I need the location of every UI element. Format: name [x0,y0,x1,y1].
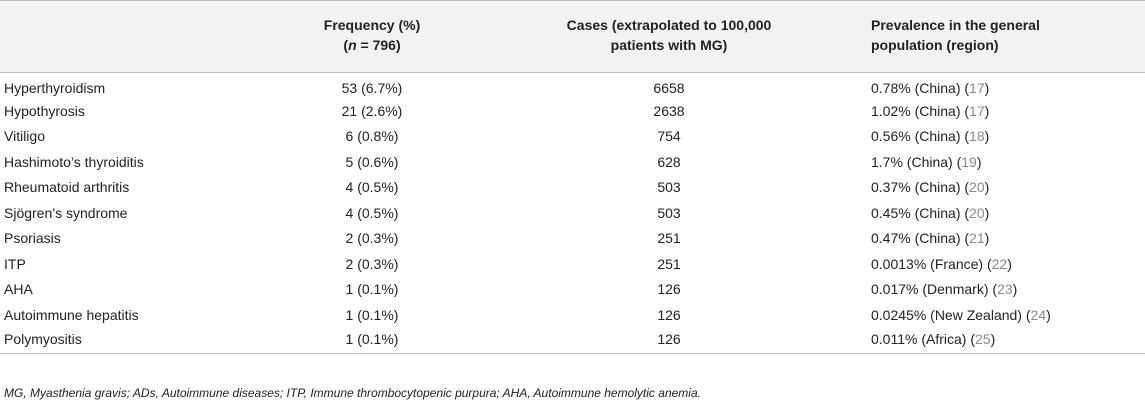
reference-link[interactable]: 19 [961,153,977,170]
cell-frequency: 1 (0.1%) [345,281,399,298]
header-cases [467,1,871,73]
prevalence-text: 1.02% (China) ( [871,102,970,119]
prevalence-close: ) [984,80,990,96]
table-row [0,149,1145,175]
header-row [0,1,1145,73]
reference-link[interactable]: 21 [969,230,985,247]
cell-prevalence [871,73,1145,99]
cell-prevalence [871,98,1145,124]
cell-cases: 126 [657,306,681,323]
cell-disease: Sjögren’s syndrome [4,204,128,221]
cell-prevalence [871,149,1145,175]
header-cases-line2: patients with MG) [610,37,728,53]
cell-cases: 126 [657,330,681,347]
prevalence-close: ) [1046,306,1051,323]
table-row [0,200,1145,226]
cell-prevalence [871,226,1145,252]
cell-disease: ITP [4,255,26,272]
table-body [0,73,1145,354]
cell-cases: 251 [657,230,681,247]
prevalence-text: 0.0245% (New Zealand) ( [871,306,1031,323]
cell-frequency: 1 (0.1%) [345,330,399,347]
prevalence-close: ) [976,153,982,170]
prevalence-text: 0.017% (Denmark) ( [871,281,998,298]
cell-disease: Autoimmune hepatitis [4,306,139,323]
cell-cases: 503 [657,204,681,221]
prevalence-text: 0.37% (China) ( [871,179,970,196]
table-row [0,277,1145,303]
prevalence-text: 0.47% (China) ( [871,230,970,247]
cell-cases: 754 [657,128,681,145]
reference-link[interactable]: 20 [969,204,985,221]
cell-prevalence [871,251,1145,277]
cell-prevalence [871,175,1145,201]
reference-link[interactable]: 22 [991,255,1008,272]
cell-disease: Hashimoto’s thyroiditis [4,153,144,170]
reference-link[interactable]: 20 [969,179,985,196]
cell-frequency: 4 (0.5%) [345,204,399,221]
header-prevalence-line2: population (region) [871,37,999,53]
table-row [0,302,1145,328]
cell-disease: Psoriasis [4,230,61,247]
reference-link[interactable]: 18 [969,128,985,145]
table-row [0,124,1145,150]
table-row [0,73,1145,99]
cell-disease: Hyperthyroidism [4,80,106,96]
reference-link[interactable]: 25 [975,330,991,347]
table-row [0,98,1145,124]
cell-frequency: 2 (0.3%) [345,255,399,272]
header-frequency-open: ( [343,37,349,53]
cell-disease: AHA [4,281,33,298]
header-frequency-n: n [348,37,357,53]
prevalence-text: 0.78% (China) ( [871,80,970,96]
table-footnote: MG, Myasthenia gravis; ADs, Autoimmune diseases; ITP, Immune thrombocytopenic purpura; AHA, Autoimmune hemolytic anemia. [4,386,701,400]
prevalence-close: ) [990,330,996,347]
table-header [0,1,1145,73]
header-frequency [277,1,467,73]
cell-cases: 2638 [653,102,685,119]
prevalence-close: ) [1012,281,1018,298]
header-cases-line1: Cases (extrapolated to 100,000 [566,17,772,33]
cell-prevalence [871,124,1145,150]
prevalence-close: ) [984,204,990,221]
prevalence-close: ) [1007,255,1012,272]
prevalence-text: 0.56% (China) ( [871,128,970,145]
prevalence-close: ) [984,102,990,119]
table-row [0,175,1145,201]
cell-frequency: 53 (6.7%) [341,80,403,96]
prevalence-close: ) [984,128,990,145]
cell-disease: Vitiligo [4,128,45,145]
cell-frequency: 2 (0.3%) [345,230,399,247]
table-row [0,328,1145,354]
header-prevalence [871,1,1145,73]
cell-frequency: 4 (0.5%) [345,179,399,196]
reference-link[interactable]: 23 [997,281,1013,298]
prevalence-text: 0.0013% (France) ( [871,255,992,272]
prevalence-close: ) [984,179,990,196]
header-frequency-line1: Frequency (%) [323,17,421,33]
header-frequency-count: = 796) [356,37,401,53]
table-row [0,226,1145,252]
cell-frequency: 6 (0.8%) [345,128,399,145]
cell-disease: Hypothyrosis [4,102,85,119]
cell-prevalence [871,200,1145,226]
reference-link[interactable]: 17 [969,102,985,119]
reference-link[interactable]: 17 [969,80,985,96]
prevalence-close: ) [984,230,990,247]
cell-cases: 503 [657,179,681,196]
cell-frequency: 1 (0.1%) [345,306,399,323]
cell-cases: 6658 [653,80,685,96]
cell-frequency: 21 (2.6%) [341,102,403,119]
prevalence-text: 1.7% (China) ( [871,153,962,170]
header-disease [0,1,277,73]
cell-prevalence [871,328,1145,354]
cell-cases: 126 [657,281,681,298]
prevalence-text: 0.011% (Africa) ( [871,330,975,347]
cell-disease: Rheumatoid arthritis [4,179,130,196]
header-prevalence-line1: Prevalence in the general [871,17,1040,33]
cell-prevalence [871,302,1145,328]
cell-disease: Polymyositis [4,330,82,347]
table-row [0,251,1145,277]
cell-cases: 251 [657,255,681,272]
reference-link[interactable]: 24 [1030,306,1047,323]
cell-cases: 628 [657,153,681,170]
cell-prevalence [871,277,1145,303]
prevalence-text: 0.45% (China) ( [871,204,970,221]
cell-frequency: 5 (0.6%) [345,153,399,170]
